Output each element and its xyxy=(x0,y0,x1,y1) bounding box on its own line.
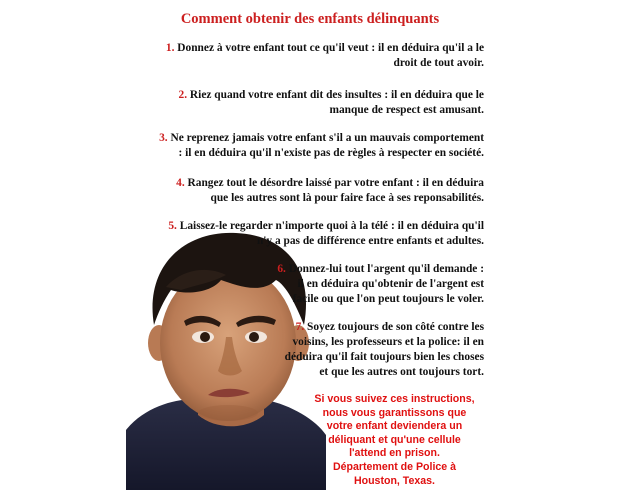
rule-text: Soyez toujours de son côté contre les xyxy=(307,321,484,333)
rule-line: manque de respect est amusant. xyxy=(329,104,484,116)
rule-line xyxy=(168,219,484,234)
rule-line: déduira qu'il fait toujours bien les choses xyxy=(284,351,484,363)
rule-item-4 xyxy=(176,176,484,206)
rule-text: Laissez-le regarder n'importe quoi à la télé : il en déduira qu'il xyxy=(179,220,484,232)
rule-line: il en déduira qu'obtenir de l'argent est xyxy=(297,278,484,290)
rule-line: voisins, les professeurs et la police: il en xyxy=(292,336,484,348)
rule-number: 6. xyxy=(277,263,286,275)
rule-line: droit de tout avoir. xyxy=(393,57,484,69)
rule-number: 1. xyxy=(165,42,175,54)
rule-number: 5. xyxy=(168,220,177,232)
rule-text: Rangez tout le désordre laissé par votre enfant : il en déduira xyxy=(187,177,484,189)
rule-number: 7. xyxy=(295,321,305,333)
rule-text: Donnez à votre enfant tout ce qu'il veut : il en déduira qu'il a le xyxy=(177,42,484,54)
rule-text: Donnez-lui tout l'argent qu'il demande : xyxy=(288,263,484,275)
poster xyxy=(126,0,494,490)
rule-line xyxy=(285,320,484,335)
rule-text: Riez quand votre enfant dit des insultes : il en déduira que le xyxy=(189,89,484,101)
rule-line: facile ou que l'on peut toujours le voler. xyxy=(292,293,484,305)
rule-number: 3. xyxy=(159,132,168,144)
rule-line xyxy=(179,88,484,103)
warning-line: Si vous suivez ces instructions, xyxy=(314,393,475,405)
poster-title: Comment obtenir des enfants délinquants xyxy=(180,11,440,27)
rule-item-6 xyxy=(277,262,484,307)
rule-item-5 xyxy=(168,219,484,249)
rule-line: n'y a pas de différence entre enfants et adultes. xyxy=(256,235,484,247)
rule-line: : il en déduira qu'il n'existe pas de règles à respecter en société. xyxy=(178,147,484,159)
rule-item-3 xyxy=(159,131,484,161)
warning-line: déliquant et qu'une cellule xyxy=(328,433,461,446)
rule-text: Ne reprenez jamais votre enfant s'il a un mauvais comportement xyxy=(170,132,484,144)
rule-line xyxy=(277,262,484,277)
warning-line: l'attend en prison. xyxy=(349,447,440,460)
rule-line: et que les autres ont toujours tort. xyxy=(319,366,484,378)
warning-line: votre enfant deviendera un xyxy=(326,420,463,433)
rule-number: 4. xyxy=(176,177,185,189)
rule-item-7 xyxy=(285,320,484,380)
rule-item-2 xyxy=(179,88,484,118)
rule-item-1 xyxy=(166,41,484,71)
warning-line: nous vous garantissons que xyxy=(322,406,467,419)
police-warning xyxy=(307,393,482,488)
rule-line xyxy=(166,41,484,56)
rule-number: 2. xyxy=(178,89,188,101)
rule-line: que les autres sont là pour faire face à ses reponsabilités. xyxy=(210,192,484,204)
warning-line: Département de Police à xyxy=(332,460,457,473)
warning-line: Houston, Texas. xyxy=(353,474,436,487)
rule-line xyxy=(159,131,484,146)
rule-line xyxy=(176,176,484,191)
